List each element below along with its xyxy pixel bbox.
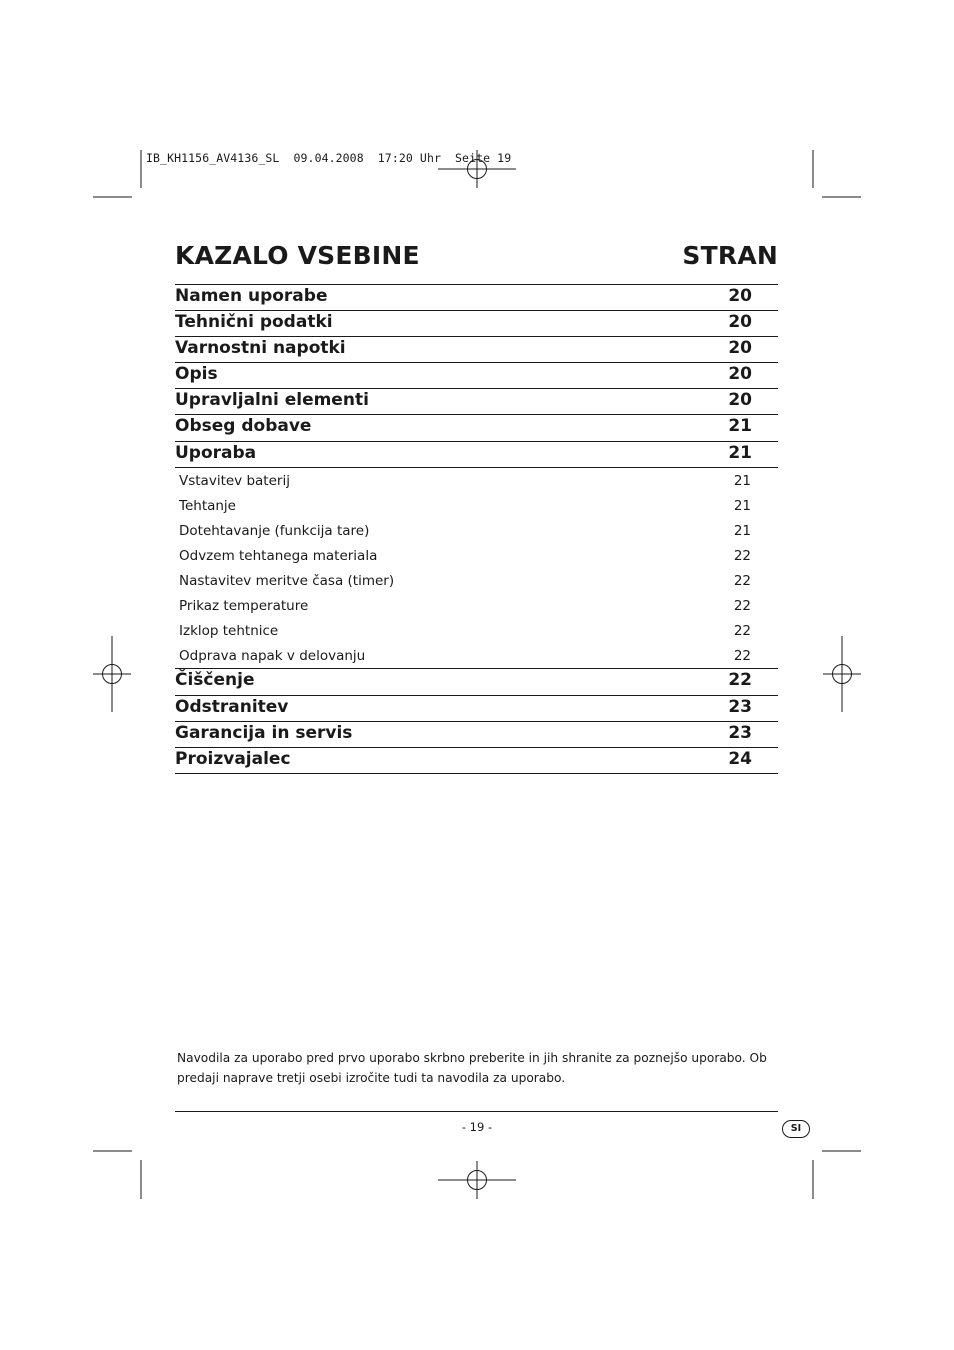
- toc-entry-label: Tehnični podatki: [175, 312, 333, 333]
- toc-entry-label: Uporaba: [175, 442, 257, 463]
- toc-entry-label: Tehtanje: [179, 497, 236, 514]
- toc-entry-label: Čiščenje: [175, 670, 255, 691]
- usage-note: Navodila za uporabo pred prvo uporabo skrbno preberite in jih shranite za poznejšo uporabo. Ob predaji naprave tretji osebi izročite tudi ta navodila za uporabo.: [177, 1051, 767, 1085]
- toc-entry-label: Namen uporabe: [175, 286, 328, 306]
- toc-entry-label: Obseg dobave: [175, 416, 312, 437]
- toc-entry-page: 20: [728, 338, 752, 359]
- toc-entry-page: 20: [728, 364, 752, 385]
- toc-entry-label: Prikaz temperature: [179, 598, 309, 615]
- toc-entry: [175, 696, 778, 722]
- toc-entry: [175, 748, 778, 774]
- toc-entry-page: 21: [728, 442, 752, 463]
- toc-entry-label: Opis: [175, 364, 218, 385]
- toc-entry-page: 21: [733, 522, 751, 539]
- language-badge: SI: [782, 1120, 810, 1138]
- toc-entry: [175, 442, 778, 468]
- toc-subentry: [175, 568, 778, 593]
- toc-entry-label: Upravljalni elementi: [175, 390, 369, 411]
- toc-entry: [175, 363, 778, 389]
- toc-entry-page: 23: [728, 696, 752, 717]
- toc-entry-page: 21: [728, 416, 752, 437]
- toc-subentry: [175, 518, 778, 543]
- toc-entry-page: 22: [733, 623, 751, 640]
- toc-entry-label: Odstranitev: [175, 696, 289, 717]
- toc-entry: [175, 284, 778, 311]
- toc-entry-label: Proizvajalec: [175, 748, 291, 769]
- toc-entry-page: 20: [728, 312, 752, 333]
- table-of-contents: [175, 284, 778, 774]
- toc-entry: [175, 389, 778, 415]
- toc-entry-page: 22: [733, 598, 751, 615]
- toc-entry-page: 21: [733, 472, 751, 489]
- toc-heading: [175, 241, 778, 275]
- page-number: - 19 -: [461, 1120, 493, 1134]
- toc-entry-label: Izklop tehtnice: [179, 623, 279, 640]
- toc-entry-page: 24: [728, 748, 752, 769]
- toc-entry-label: Dotehtavanje (funkcija tare): [179, 522, 370, 539]
- footer-rule: [175, 1111, 778, 1112]
- toc-page-column-title: STRAN: [682, 241, 778, 270]
- toc-entry-page: 23: [728, 722, 752, 743]
- toc-entry: [175, 415, 778, 441]
- toc-subentry: [175, 643, 778, 668]
- toc-entry-label: Odprava napak v delovanju: [179, 648, 366, 665]
- toc-entry-page: 22: [733, 573, 751, 590]
- toc-entry-page: 21: [733, 497, 751, 514]
- print-slug-line: IB_KH1156_AV4136_SL 09.04.2008 17:20 Uhr Seite 19: [146, 151, 512, 165]
- toc-entry-label: Garancija in servis: [175, 722, 353, 743]
- toc-subentry: [175, 618, 778, 643]
- toc-subentry: [175, 493, 778, 518]
- toc-entry: [175, 722, 778, 748]
- toc-entry-page: 20: [728, 390, 752, 411]
- toc-entry-page: 22: [728, 670, 752, 691]
- toc-subentry: [175, 593, 778, 618]
- toc-entry-page: 22: [733, 648, 751, 665]
- toc-entry: [175, 668, 778, 695]
- toc-entry-label: Odvzem tehtanega materiala: [179, 547, 378, 564]
- toc-entry-page: 22: [733, 547, 751, 564]
- toc-subentry: [175, 543, 778, 568]
- toc-entry: [175, 337, 778, 363]
- toc-entry: [175, 311, 778, 337]
- toc-entry-label: Varnostni napotki: [175, 338, 346, 359]
- toc-entry-label: Vstavitev baterij: [179, 472, 290, 489]
- toc-entry-label: Nastavitev meritve časa (timer): [179, 573, 395, 590]
- toc-subentry: [175, 468, 778, 493]
- toc-entry-page: 20: [728, 286, 752, 306]
- toc-title: KAZALO VSEBINE: [175, 241, 420, 270]
